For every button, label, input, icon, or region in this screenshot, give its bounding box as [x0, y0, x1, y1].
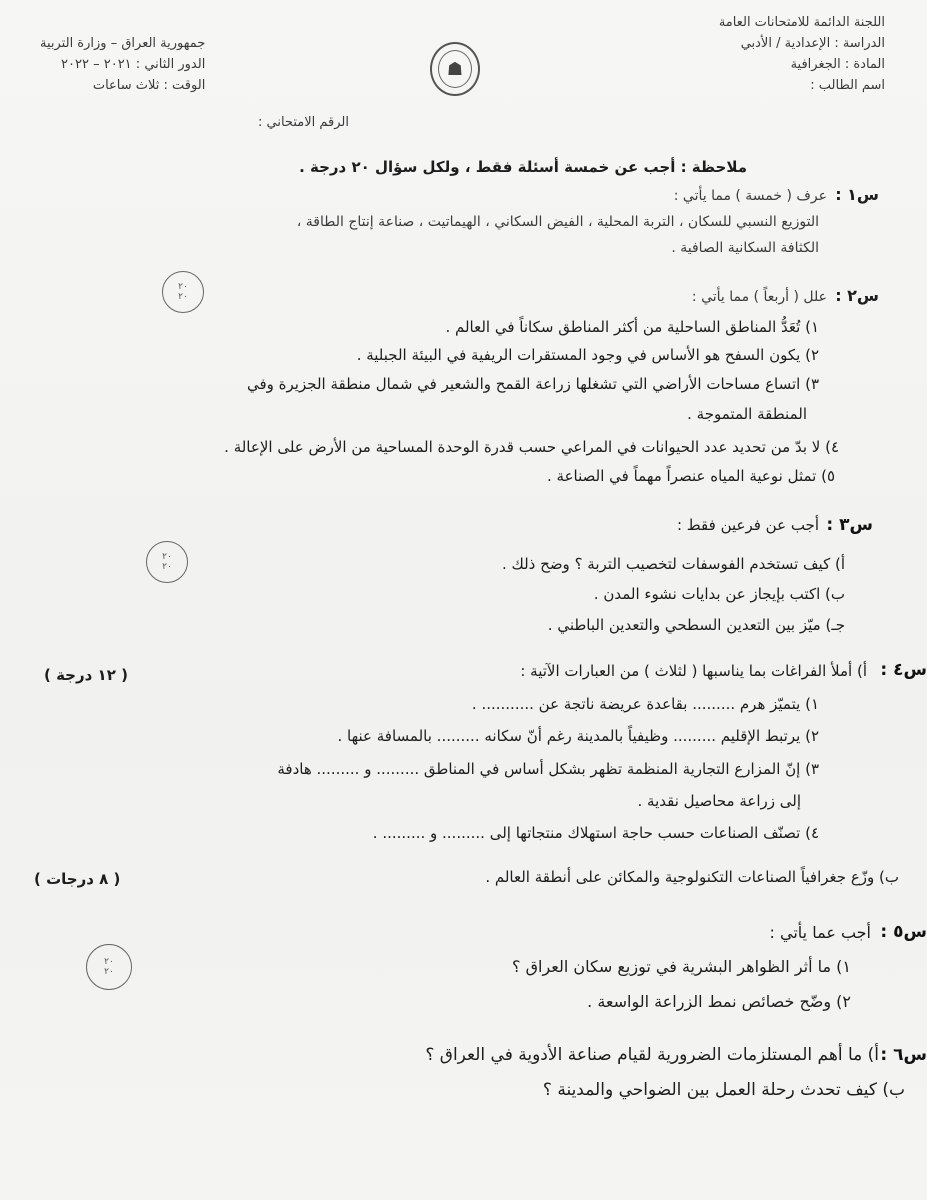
study-line: الدراسة : الإعدادية / الأدبي — [740, 36, 885, 51]
q6-label: س٦ : — [880, 1045, 927, 1065]
q4-title: أ) أملأ الفراغات بما يناسبها ( لثلاث ) من العبارات الآتية : — [520, 662, 867, 680]
q1-title: عرف ( خمسة ) مما يأتي : — [673, 188, 827, 204]
q4-mark-b: ( ٨ درجات ) — [34, 870, 121, 888]
exam-note: ملاحظة : أجب عن خمسة أسئلة فقط ، ولكل سؤال ٢٠ درجة . — [299, 158, 747, 176]
q2-label: س٢ : — [835, 286, 879, 305]
q3-item-c: جـ) ميّز بين التعدين السطحي والتعدين الباطني . — [547, 616, 845, 634]
q5-item-1: ١) ما أثر الظواهر البشرية في توزيع سكان العراق ؟ — [512, 957, 851, 976]
q4-item-4: ٤) تصنّف الصناعات حسب حاجة استهلاك منتجاتها إلى ......... و ......... . — [372, 824, 819, 842]
q2-item-5: ٥) تمثل نوعية المياه عنصراً مهماً في الصناعة . — [547, 467, 835, 485]
q3-title: أجب عن فرعين فقط : — [676, 516, 819, 534]
q5-item-2: ٢) وضّح خصائص نمط الزراعة الواسعة . — [587, 992, 851, 1011]
q4-part-b: ب) وزّع جغرافياً الصناعات التكنولوجية والمكائن على أنطقة العالم . — [485, 868, 899, 886]
q3-item-a: أ) كيف تستخدم الفوسفات لتخصيب التربة ؟ وضح ذلك . — [501, 555, 845, 573]
q5-title: أجب عما يأتي : — [769, 923, 871, 942]
q2-title: علل ( أربعاً ) مما يأتي : — [691, 289, 827, 305]
q2-item-2: ٢) يكون السفح هو الأساس في وجود المستقرات الريفية في البيئة الجبلية . — [356, 346, 819, 364]
header-left-block — [40, 33, 205, 96]
committee-line: اللجنة الدائمة للامتحانات العامة — [718, 15, 885, 30]
q4-label: س٤ : — [880, 660, 927, 680]
q4-item-2: ٢) يرتبط الإقليم ......... وظيفياً بالمدينة رغم أنّ سكانه ......... بالمسافة عنها . — [337, 727, 819, 745]
emblem-seal-icon: ☗ — [430, 42, 480, 96]
ministry-line: جمهورية العراق – وزارة التربية — [40, 36, 206, 51]
q2-item-3-cont: المنطقة المتموجة . — [687, 405, 807, 423]
grade-stamp-icon: ٢٠ ٢٠ — [162, 271, 204, 313]
q4-item-3: ٣) إنّ المزارع التجارية المنظمة تظهر بشكل أساس في المناطق ......... و ......... هادفة — [277, 760, 819, 778]
header-right-block — [719, 12, 885, 96]
q4-mark-a: ( ١٢ درجة ) — [44, 666, 128, 684]
q2-item-4: ٤) لا بدّ من تحديد عدد الحيوانات في المراعي حسب قدرة الوحدة المساحية من الأرض على الإعالة . — [224, 438, 839, 456]
q2-item-3: ٣) اتساع مساحات الأراضي التي تشغلها زراعة القمح والشعير في شمال منطقة الجزيرة وفي — [246, 375, 819, 393]
q2-item-1: ١) تُعَدُّ المناطق الساحلية من أكثر المناطق سكاناً في العالم . — [445, 318, 819, 336]
q3-label: س٣ : — [826, 515, 873, 535]
q1-label: س١ : — [835, 185, 879, 204]
q4-item-1: ١) يتميّز هرم ......... بقاعدة عريضة ناتجة عن ........... . — [471, 695, 819, 713]
grade-stamp-icon: ٢٠ ٢٠ — [146, 541, 188, 583]
q5-label: س٥ : — [880, 922, 927, 942]
student-name-line: اسم الطالب : — [810, 78, 885, 93]
exam-time-line: الوقت : ثلاث ساعات — [92, 78, 206, 93]
q6-item-a: أ) ما أهم المستلزمات الضرورية لقيام صناعة الأدوية في العراق ؟ — [425, 1045, 879, 1065]
q4-item-3-cont: إلى زراعة محاصيل نقدية . — [637, 792, 801, 810]
subject-line: المادة : الجغرافية — [790, 57, 885, 72]
grade-stamp-icon: ٢٠ ٢٠ — [86, 944, 132, 990]
q1-terms-line2: الكثافة السكانية الصافية . — [671, 240, 819, 256]
exam-number-label: الرقم الامتحاني : — [258, 115, 349, 130]
exam-round-line: الدور الثاني : ٢٠٢١ – ٢٠٢٢ — [61, 57, 206, 72]
q1-terms-line1: التوزيع النسبي للسكان ، التربة المحلية ، الفيض السكاني ، الهيماتيت ، صناعة إنتاج الطاقة ، — [296, 214, 819, 230]
q6-item-b: ب) كيف تحدث رحلة العمل بين الضواحي والمدينة ؟ — [542, 1080, 905, 1100]
q3-item-b: ب) اكتب بإيجاز عن بدايات نشوء المدن . — [593, 585, 845, 603]
